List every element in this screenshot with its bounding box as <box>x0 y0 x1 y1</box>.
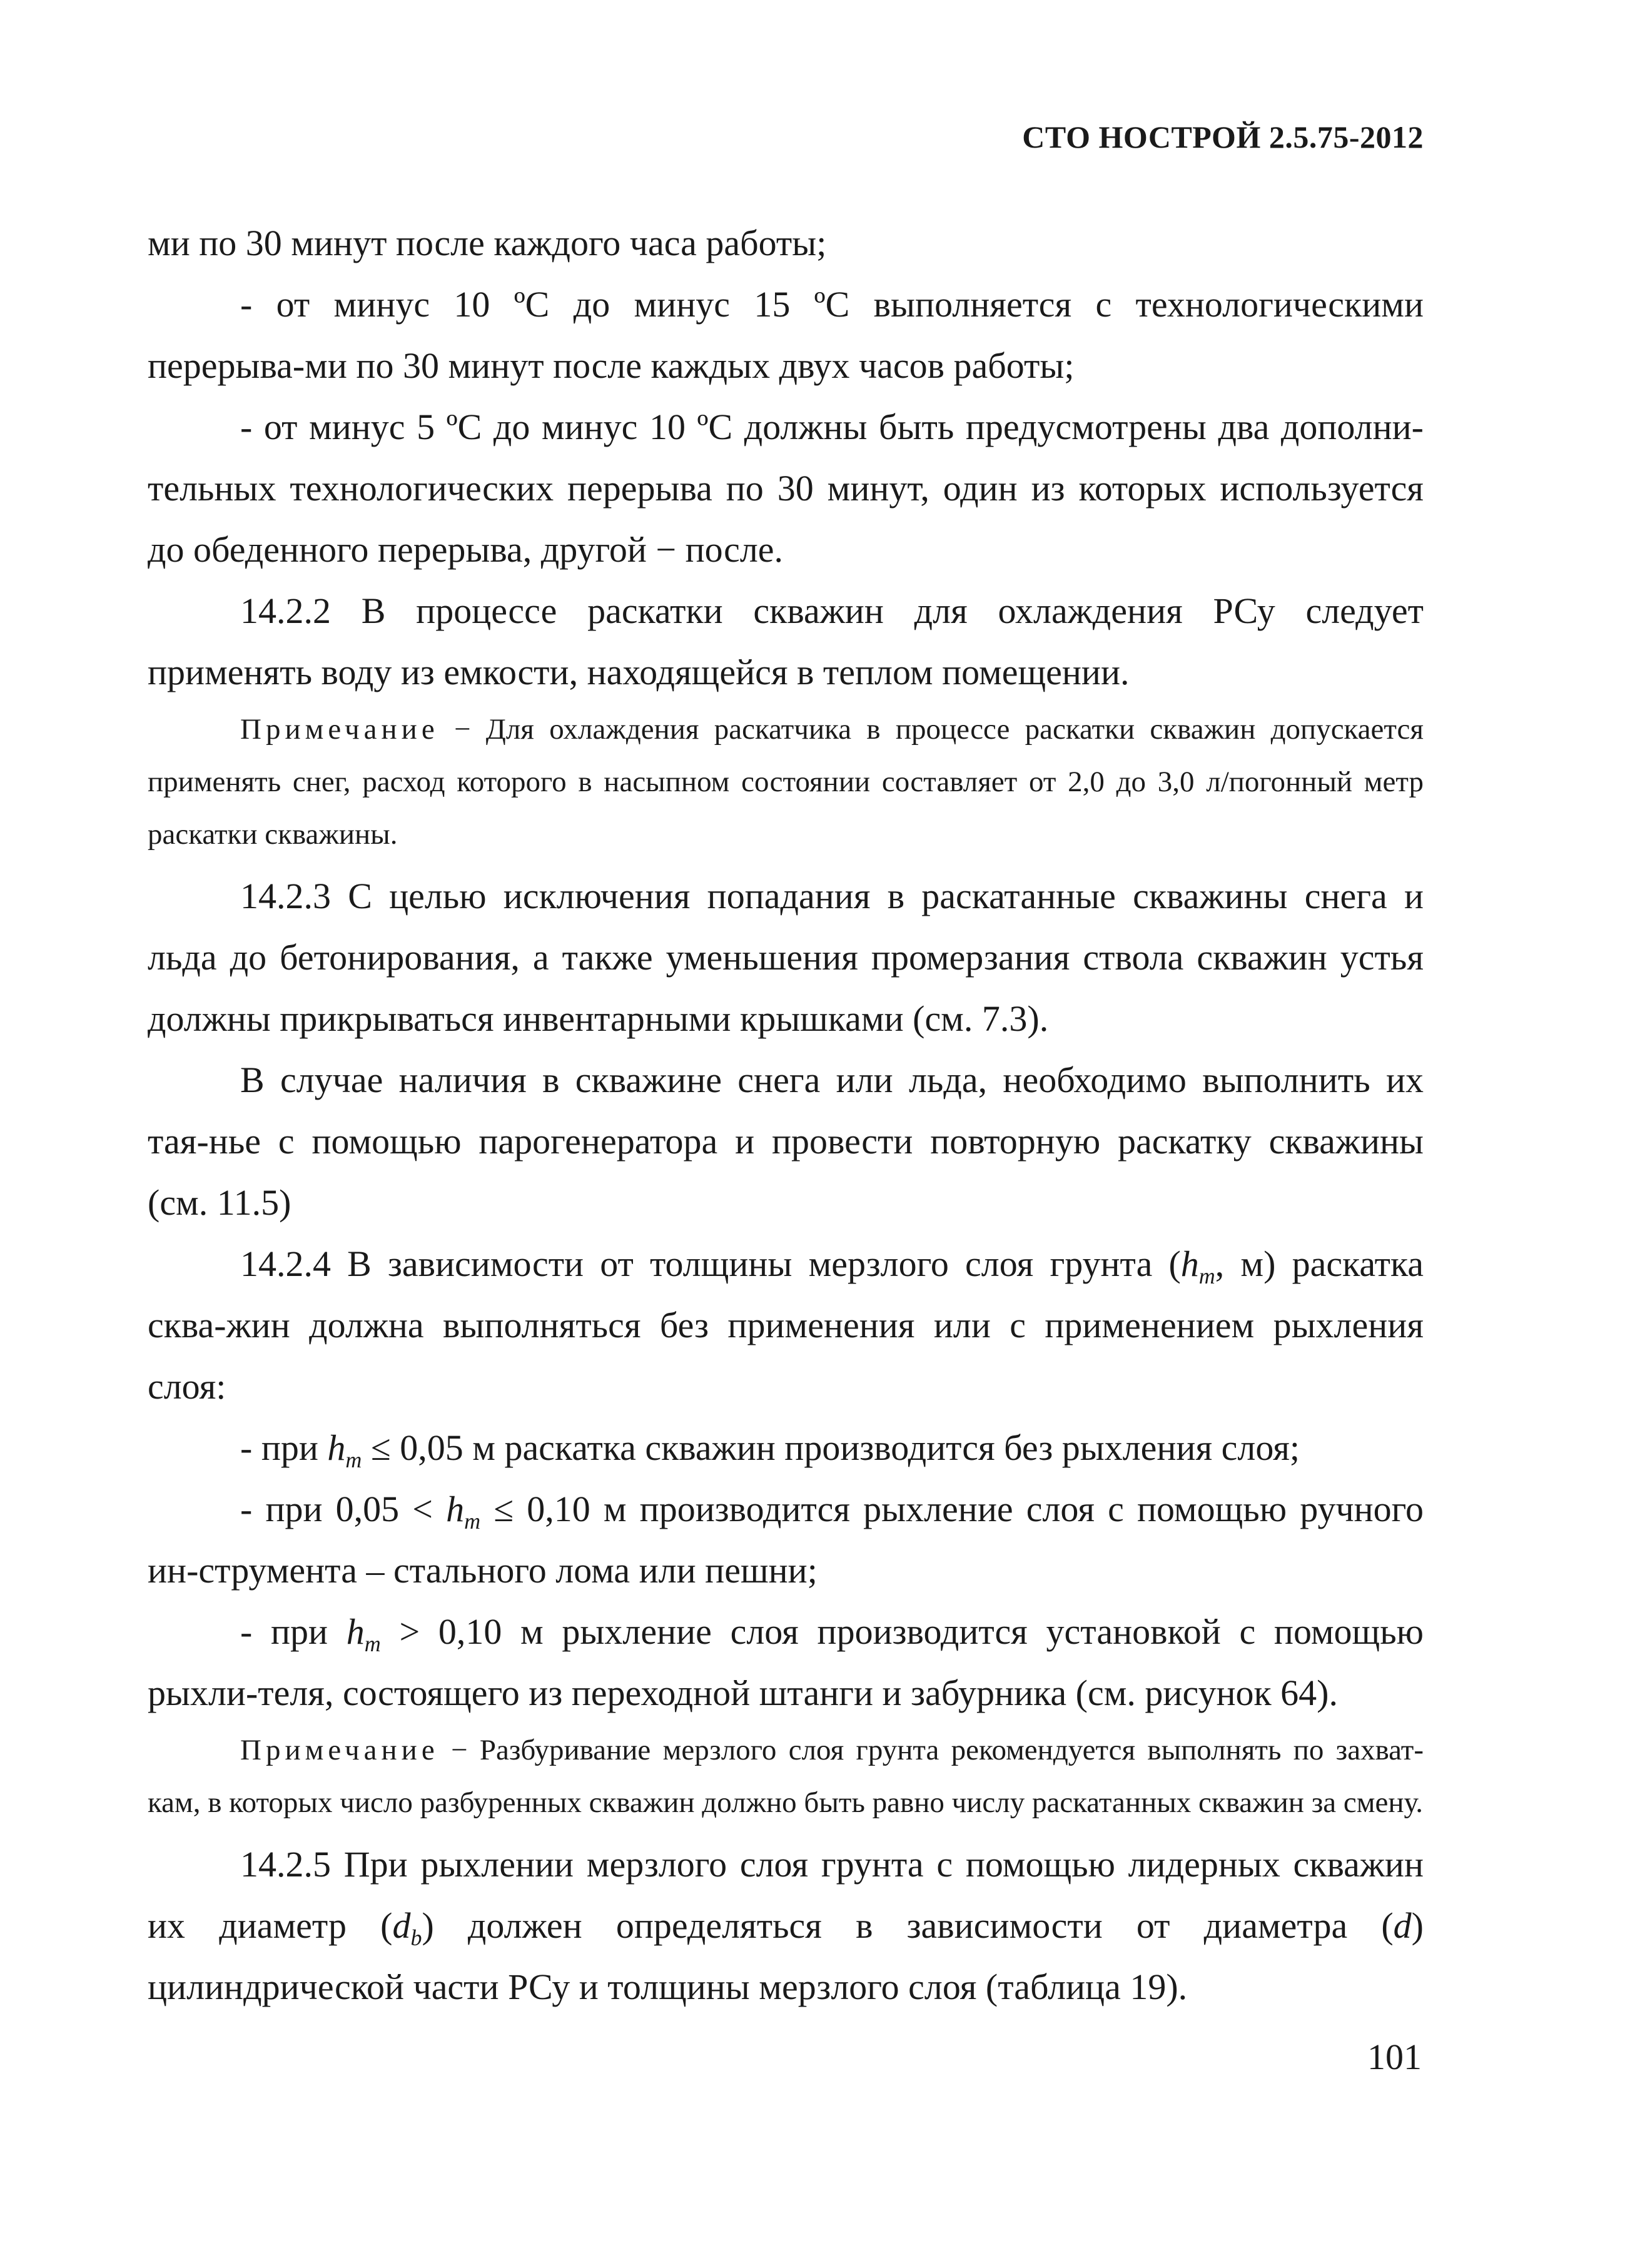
variable-h: h <box>327 1427 346 1468</box>
list-item-hm-2 <box>148 1479 1424 1601</box>
note-2-text: − Разбуривание мерзлого слоя грунта рекомендуется выполнять по захват-кам, в которых число разбуренных скважин должно быть равно числу раскатанных скважин за смену. <box>148 1734 1424 1819</box>
note-2-label: Примечание <box>240 1734 439 1766</box>
text-fragment: - при <box>240 1427 328 1468</box>
paragraph-continuation: ми по 30 минут после каждого часа работы; <box>148 223 827 263</box>
page-number: 101 <box>1367 2037 1422 2077</box>
paragraph-snow-ice: В случае наличия в скважине снега или льда, необходимо выполнить их тая-нье с помощью парогенератора и провести повторную раскатку скважины (см. 11.5) <box>148 1060 1424 1223</box>
variable-h: h <box>346 1611 365 1652</box>
text-fragment: ) цилиндрической части РСу и толщины мерзлого слоя (таблица 19). <box>148 1905 1424 2007</box>
list-item-hm-3 <box>148 1601 1424 1724</box>
text-fragment: ) должен определяться в зависимости от диаметра ( <box>422 1905 1394 1946</box>
paragraph-14-2-4 <box>148 1233 1424 1417</box>
note-2 <box>148 1724 1424 1829</box>
subscript-m: m <box>364 1631 381 1656</box>
list-item-hm-1 <box>148 1417 1424 1479</box>
paragraph-14-2-5 <box>148 1834 1424 2018</box>
variable-h: h <box>1180 1243 1199 1284</box>
text-fragment: , м) раскатка сква-жин должна выполняться без применения или с применением рыхления слоя: <box>148 1243 1424 1407</box>
variable-d: d <box>392 1905 411 1946</box>
page-content <box>148 213 1424 2018</box>
subscript-m: m <box>464 1509 481 1534</box>
subscript-m: m <box>1198 1263 1215 1288</box>
text-fragment: > 0,10 м рыхление слоя производится установкой с помощью рыхли-теля, состоящего из переходной штанги и забурника (см. рисунок 64). <box>148 1611 1424 1713</box>
variable-h: h <box>446 1489 465 1529</box>
paragraph-14-2-3: 14.2.3 С целью исключения попадания в раскатанные скважины снега и льда до бетонирования, а также уменьшения промерзания ствола скважин устья должны прикрываться инвентарными крышками (см. 7.3). <box>148 876 1424 1039</box>
paragraph-temp-range-1: - от минус 10 ºС до минус 15 ºС выполняется с технологическими перерыва-ми по 30 минут после каждых двух часов работы; <box>148 284 1424 386</box>
text-fragment: ≤ 0,10 м производится рыхление слоя с помощью ручного ин-струмента – стального лома или пешни; <box>148 1489 1424 1591</box>
text-fragment: - при <box>240 1611 347 1652</box>
note-1-text: − Для охлаждения раскатчика в процессе раскатки скважин допускается применять снег, расход которого в насыпном состоянии составляет от 2,0 до 3,0 л/погонный метр раскатки скважины. <box>148 713 1424 851</box>
text-fragment: 14.2.5 При рыхлении мерзлого слоя грунта с помощью лидерных скважин их диаметр ( <box>148 1844 1424 1946</box>
document-header: СТО НОСТРОЙ 2.5.75-2012 <box>1022 119 1424 154</box>
text-fragment: ≤ 0,05 м раскатка скважин производится без рыхления слоя; <box>362 1427 1300 1468</box>
variable-d: d <box>1393 1905 1412 1946</box>
subscript-m: m <box>345 1447 362 1472</box>
text-fragment: - при 0,05 < <box>240 1489 447 1529</box>
text-fragment: 14.2.4 В зависимости от толщины мерзлого слоя грунта ( <box>240 1243 1181 1284</box>
note-1-label: Примечание <box>240 713 439 746</box>
subscript-b: b <box>410 1925 422 1950</box>
paragraph-14-2-2: 14.2.2 В процессе раскатки скважин для охлаждения РСу следует применять воду из емкости, находящейся в теплом помещении. <box>148 590 1424 692</box>
paragraph-temp-range-2: - от минус 5 ºС до минус 10 ºС должны быть предусмотрены два дополни-тельных технологических перерыва по 30 минут, один из которых используется до обеденного перерыва, другой − после. <box>148 407 1424 570</box>
note-1 <box>148 703 1424 861</box>
